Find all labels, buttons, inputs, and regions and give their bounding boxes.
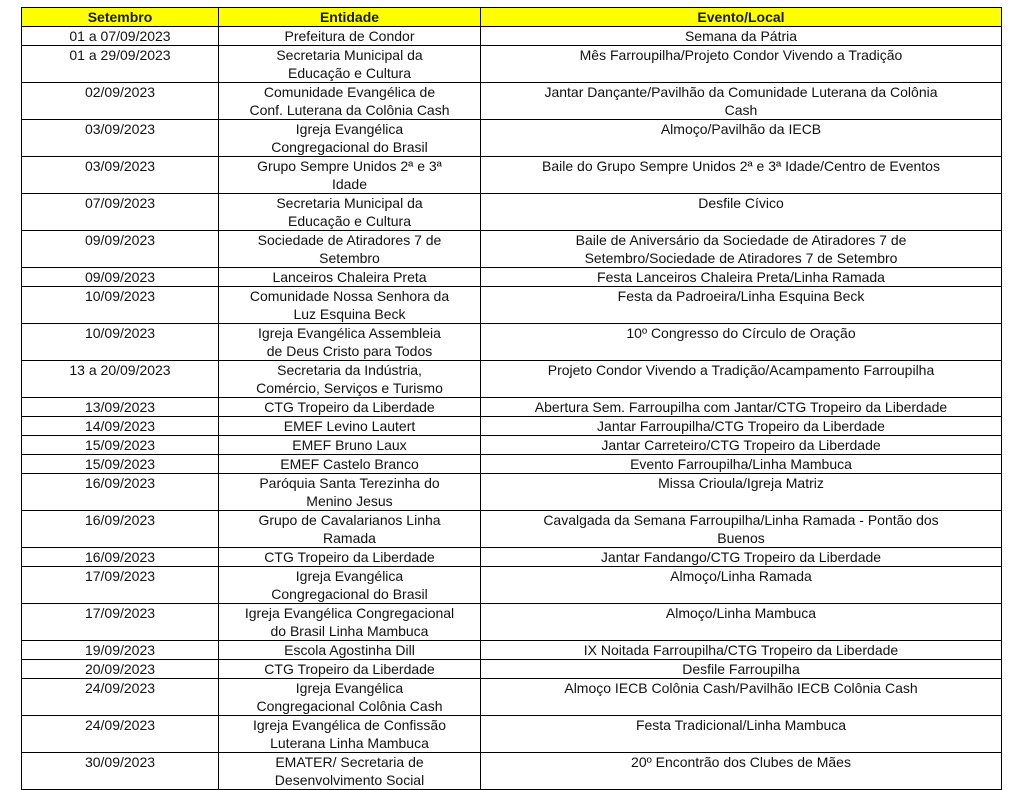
cell-entity-line: Secretaria Municipal da (276, 47, 423, 63)
cell-entity (219, 436, 481, 455)
cell-event-location-line: Jantar Farroupilha/CTG Tropeiro da Liberdade (597, 418, 885, 434)
calendar-table-wrapper (21, 7, 1002, 790)
cell-event-location (481, 716, 1002, 753)
cell-event-location-line: Festa Tradicional/Linha Mambuca (635, 717, 847, 733)
header-event-location: Evento/Local (481, 8, 1002, 27)
cell-entity (219, 660, 481, 679)
cell-date: 24/09/2023 (22, 716, 219, 753)
cell-event-location-line: Desfile Farroupilha (682, 661, 800, 677)
cell-event-location-line: Setembro/Sociedade de Atiradores 7 de Setembro (584, 250, 898, 266)
cell-date: 19/09/2023 (22, 641, 219, 660)
cell-event-location-line: Jantar Fandango/CTG Tropeiro da Liberdade (600, 549, 882, 565)
cell-entity (219, 287, 481, 324)
cell-entity-line: Ramada (323, 530, 376, 546)
cell-event-location (481, 511, 1002, 548)
cell-event-location-line: Semana da Pátria (684, 28, 798, 44)
cell-entity-line: Menino Jesus (306, 493, 393, 509)
cell-entity (219, 641, 481, 660)
cell-event-location-line: Almoço IECB Colônia Cash/Pavilhão IECB Colônia Cash (564, 680, 918, 696)
cell-entity-line: Grupo Sempre Unidos 2ª e 3ª (257, 158, 442, 174)
cell-entity-line: Igreja Evangélica (295, 680, 404, 696)
cell-entity (219, 27, 481, 46)
cell-entity (219, 567, 481, 604)
cell-entity-line: Educação e Cultura (288, 213, 411, 229)
cell-entity-line: CTG Tropeiro da Liberdade (264, 661, 435, 677)
cell-event-location-line: Projeto Condor Vivendo a Tradição/Acampamento Farroupilha (547, 362, 935, 378)
cell-date: 16/09/2023 (22, 511, 219, 548)
cell-date: 01 a 29/09/2023 (22, 46, 219, 83)
cell-date: 02/09/2023 (22, 83, 219, 120)
cell-date: 01 a 07/09/2023 (22, 27, 219, 46)
cell-entity-line: Lanceiros Chaleira Preta (272, 269, 427, 285)
table-row (22, 474, 1002, 511)
table-row (22, 604, 1002, 641)
cell-entity-line: Congregacional do Brasil (271, 586, 428, 602)
cell-entity-line: Sociedade de Atiradores 7 de (257, 232, 442, 248)
table-body (22, 27, 1002, 790)
cell-date: 03/09/2023 (22, 120, 219, 157)
cell-entity-line: Congregacional Colônia Cash (256, 698, 443, 714)
cell-entity-line: EMATER/ Secretaria de (275, 754, 424, 770)
cell-event-location (481, 361, 1002, 398)
cell-event-location (481, 660, 1002, 679)
cell-date: 10/09/2023 (22, 287, 219, 324)
cell-event-location (481, 436, 1002, 455)
cell-event-location (481, 679, 1002, 716)
table-row (22, 660, 1002, 679)
cell-event-location-line: 20º Encontrão dos Clubes de Mães (631, 754, 851, 770)
cell-entity (219, 157, 481, 194)
cell-event-location (481, 157, 1002, 194)
table-row (22, 436, 1002, 455)
header-entity: Entidade (219, 8, 481, 27)
cell-entity-line: Educação e Cultura (288, 65, 411, 81)
cell-entity-line: Paróquia Santa Terezinha do (259, 475, 440, 491)
cell-event-location (481, 120, 1002, 157)
cell-event-location-line: Desfile Cívico (698, 195, 784, 211)
cell-entity-line: Luz Esquina Beck (293, 306, 406, 322)
cell-date: 17/09/2023 (22, 567, 219, 604)
cell-entity-line: Conf. Luterana da Colônia Cash (249, 102, 450, 118)
cell-event-location (481, 417, 1002, 436)
cell-event-location-line: Cavalgada da Semana Farroupilha/Linha Ramada - Pontão dos (543, 512, 939, 528)
table-header-row (22, 8, 1002, 27)
cell-entity (219, 604, 481, 641)
table-row (22, 268, 1002, 287)
cell-date: 13 a 20/09/2023 (22, 361, 219, 398)
cell-entity-line: CTG Tropeiro da Liberdade (264, 399, 435, 415)
cell-entity-line: Igreja Evangélica Congregacional (244, 605, 455, 621)
cell-entity (219, 417, 481, 436)
table-row (22, 120, 1002, 157)
cell-entity (219, 511, 481, 548)
cell-entity (219, 46, 481, 83)
table-row (22, 361, 1002, 398)
cell-date: 17/09/2023 (22, 604, 219, 641)
cell-date: 07/09/2023 (22, 194, 219, 231)
cell-date: 20/09/2023 (22, 660, 219, 679)
cell-entity (219, 679, 481, 716)
table-row (22, 83, 1002, 120)
cell-entity-line: de Deus Cristo para Todos (266, 343, 433, 359)
cell-entity-line: Igreja Evangélica (295, 568, 404, 584)
cell-entity-line: do Brasil Linha Mambuca (270, 623, 429, 639)
cell-entity (219, 268, 481, 287)
cell-date: 03/09/2023 (22, 157, 219, 194)
cell-entity-line: Igreja Evangélica (295, 121, 404, 137)
cell-event-location (481, 324, 1002, 361)
cell-event-location-line: Almoço/Linha Mambuca (665, 605, 817, 621)
table-row (22, 455, 1002, 474)
cell-entity-line: Prefeitura de Condor (284, 28, 415, 44)
table-row (22, 287, 1002, 324)
cell-event-location (481, 455, 1002, 474)
cell-entity-line: CTG Tropeiro da Liberdade (264, 549, 435, 565)
cell-date: 09/09/2023 (22, 231, 219, 268)
cell-entity-line: Comércio, Serviços e Turismo (256, 380, 443, 396)
cell-event-location-line: Festa Lanceiros Chaleira Preta/Linha Ramada (597, 269, 885, 285)
cell-entity (219, 194, 481, 231)
cell-entity-line: EMEF Levino Lautert (283, 418, 416, 434)
cell-event-location-line: IX Noitada Farroupilha/CTG Tropeiro da Liberdade (583, 642, 899, 658)
table-row (22, 548, 1002, 567)
events-table (21, 7, 1002, 790)
cell-date: 09/09/2023 (22, 268, 219, 287)
cell-entity-line: Setembro (319, 250, 380, 266)
cell-event-location (481, 231, 1002, 268)
cell-entity-line: Comunidade Evangélica de (263, 84, 436, 100)
cell-entity-line: Grupo de Cavalarianos Linha (258, 512, 441, 528)
cell-event-location-line: Evento Farroupilha/Linha Mambuca (630, 456, 852, 472)
cell-entity (219, 474, 481, 511)
cell-event-location-line: Abertura Sem. Farroupilha com Jantar/CTG Tropeiro da Liberdade (534, 399, 948, 415)
cell-event-location-line: Baile do Grupo Sempre Unidos 2ª e 3ª Idade/Centro de Eventos (542, 158, 940, 174)
cell-event-location-line: 10º Congresso do Círculo de Oração (626, 325, 856, 341)
cell-event-location-line: Cash (724, 102, 758, 118)
cell-entity (219, 548, 481, 567)
cell-entity (219, 120, 481, 157)
cell-date: 13/09/2023 (22, 398, 219, 417)
table-row (22, 511, 1002, 548)
cell-event-location (481, 548, 1002, 567)
cell-entity-line: Desenvolvimento Social (274, 772, 425, 788)
table-row (22, 231, 1002, 268)
cell-entity (219, 398, 481, 417)
cell-entity (219, 455, 481, 474)
cell-event-location (481, 641, 1002, 660)
cell-event-location-line: Buenos (717, 530, 765, 546)
table-row (22, 46, 1002, 83)
cell-entity (219, 83, 481, 120)
table-row (22, 194, 1002, 231)
cell-entity-line: Secretaria Municipal da (276, 195, 423, 211)
cell-event-location (481, 194, 1002, 231)
cell-date: 24/09/2023 (22, 679, 219, 716)
cell-event-location (481, 83, 1002, 120)
cell-event-location (481, 268, 1002, 287)
cell-entity-line: Igreja Evangélica Assembleia (258, 325, 441, 341)
cell-entity-line: Comunidade Nossa Senhora da (249, 288, 450, 304)
cell-event-location-line: Mês Farroupilha/Projeto Condor Vivendo a Tradição (579, 47, 903, 63)
cell-entity-line: Escola Agostinha Dill (284, 642, 415, 658)
cell-date: 30/09/2023 (22, 753, 219, 790)
cell-event-location-line: Almoço/Pavilhão da IECB (660, 121, 822, 137)
table-row (22, 567, 1002, 604)
cell-date: 10/09/2023 (22, 324, 219, 361)
cell-event-location (481, 398, 1002, 417)
cell-entity-line: Igreja Evangélica de Confissão (252, 717, 446, 733)
cell-event-location (481, 567, 1002, 604)
header-month: Setembro (22, 8, 219, 27)
cell-entity (219, 231, 481, 268)
cell-event-location-line: Missa Crioula/Igreja Matriz (658, 475, 824, 491)
cell-entity (219, 361, 481, 398)
cell-date: 15/09/2023 (22, 455, 219, 474)
cell-event-location (481, 604, 1002, 641)
cell-entity-line: EMEF Bruno Laux (292, 437, 407, 453)
table-row (22, 398, 1002, 417)
cell-entity-line: Luterana Linha Mambuca (270, 735, 429, 751)
cell-date: 16/09/2023 (22, 474, 219, 511)
cell-entity-line: Idade (331, 176, 368, 192)
cell-entity (219, 716, 481, 753)
cell-date: 14/09/2023 (22, 417, 219, 436)
cell-event-location (481, 27, 1002, 46)
cell-event-location-line: Almoço/Linha Ramada (670, 568, 812, 584)
table-row (22, 641, 1002, 660)
cell-entity-line: Congregacional do Brasil (271, 139, 428, 155)
cell-event-location-line: Baile de Aniversário da Sociedade de Atiradores 7 de (575, 232, 907, 248)
table-row (22, 679, 1002, 716)
table-row (22, 324, 1002, 361)
cell-event-location-line: Festa da Padroeira/Linha Esquina Beck (617, 288, 865, 304)
cell-event-location (481, 46, 1002, 83)
table-row (22, 27, 1002, 46)
table-row (22, 157, 1002, 194)
cell-entity (219, 324, 481, 361)
table-row (22, 417, 1002, 436)
cell-entity-line: EMEF Castelo Branco (280, 456, 419, 472)
cell-date: 15/09/2023 (22, 436, 219, 455)
cell-event-location (481, 287, 1002, 324)
cell-event-location-line: Jantar Carreteiro/CTG Tropeiro da Liberdade (601, 437, 881, 453)
table-row (22, 716, 1002, 753)
cell-entity-line: Secretaria da Indústria, (277, 362, 422, 378)
cell-event-location (481, 474, 1002, 511)
cell-date: 16/09/2023 (22, 548, 219, 567)
cell-event-location-line: Jantar Dançante/Pavilhão da Comunidade Luterana da Colônia (544, 84, 938, 100)
